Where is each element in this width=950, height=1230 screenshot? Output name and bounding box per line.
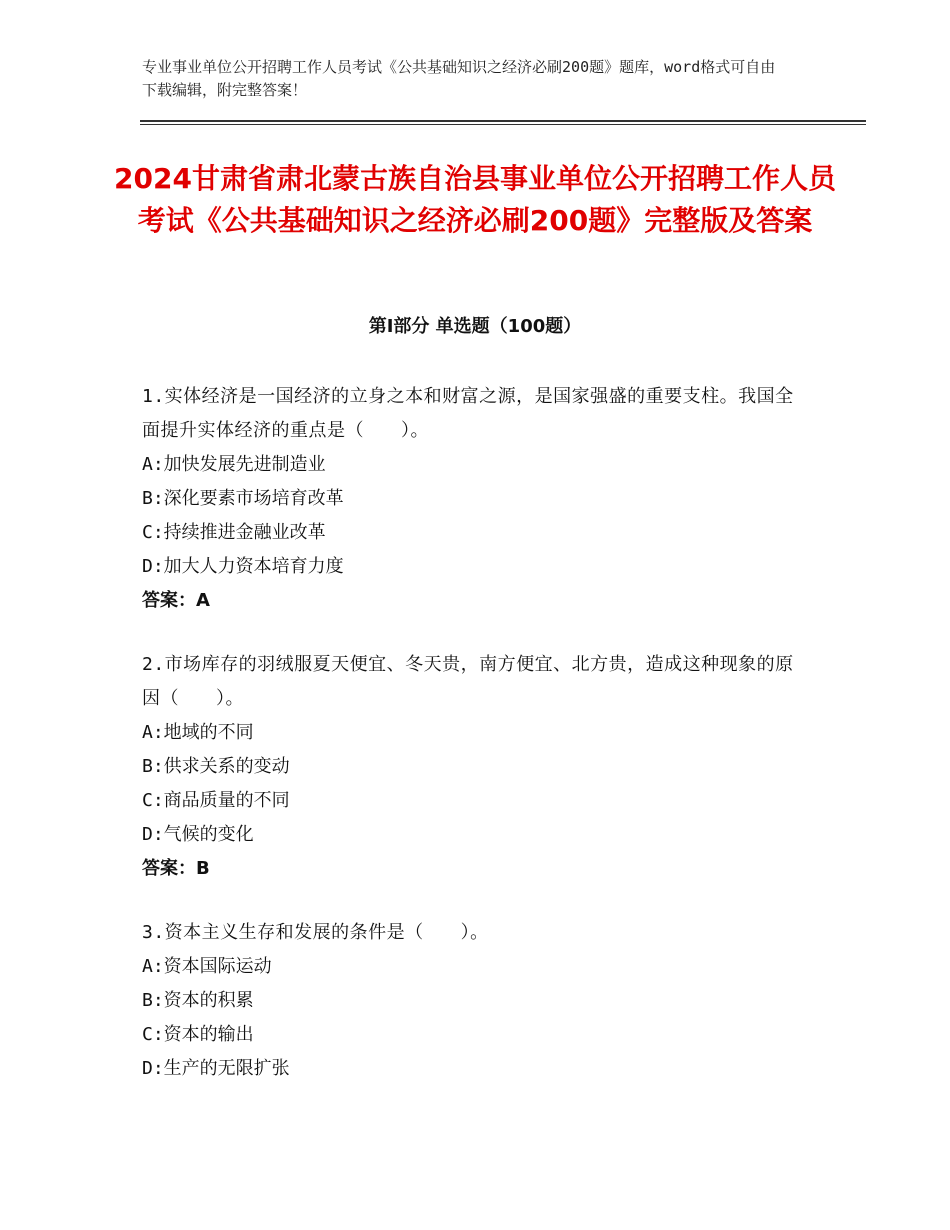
header-rule-thin — [140, 124, 866, 125]
question-stem: 1.实体经济是一国经济的立身之本和财富之源，是国家强盛的重要支柱。我国全面提升实体经济的重点是（ ）。 — [142, 386, 794, 441]
option-d: D:气候的变化 — [142, 824, 254, 845]
option-c: C:商品质量的不同 — [142, 790, 290, 811]
question-item — [142, 380, 802, 618]
question-stem: 2.市场库存的羽绒服夏天便宜、冬天贵，南方便宜、北方贵，造成这种现象的原因（ ）。 — [142, 654, 794, 709]
question-item — [142, 648, 802, 886]
option-a: A:资本国际运动 — [142, 956, 272, 977]
question-stem: 3.资本主义生存和发展的条件是（ ）。 — [142, 922, 489, 943]
header-note: 专业事业单位公开招聘工作人员考试《公共基础知识之经济必刷200题》题库，word格式可自由下载编辑，附完整答案！ — [142, 58, 776, 99]
option-b: B:资本的积累 — [142, 990, 254, 1011]
question-item — [142, 916, 802, 1086]
option-c: C:资本的输出 — [142, 1024, 254, 1045]
question-list — [142, 380, 802, 1116]
answer-line: 答案：A — [142, 590, 210, 611]
document-title: 2024甘肃省肃北蒙古族自治县事业单位公开招聘工作人员考试《公共基础知识之经济必刷200题》完整版及答案 — [114, 162, 836, 237]
option-a: A:地域的不同 — [142, 722, 254, 743]
answer-line: 答案：B — [142, 858, 210, 879]
section-heading: 第Ⅰ部分 单选题（100题） — [368, 316, 582, 337]
option-c: C:持续推进金融业改革 — [142, 522, 326, 543]
option-d: D:加大人力资本培育力度 — [142, 556, 344, 577]
option-b: B:供求关系的变动 — [142, 756, 290, 777]
option-b: B:深化要素市场培育改革 — [142, 488, 344, 509]
option-d: D:生产的无限扩张 — [142, 1058, 290, 1079]
option-a: A:加快发展先进制造业 — [142, 454, 326, 475]
header-rule-thick — [140, 120, 866, 122]
